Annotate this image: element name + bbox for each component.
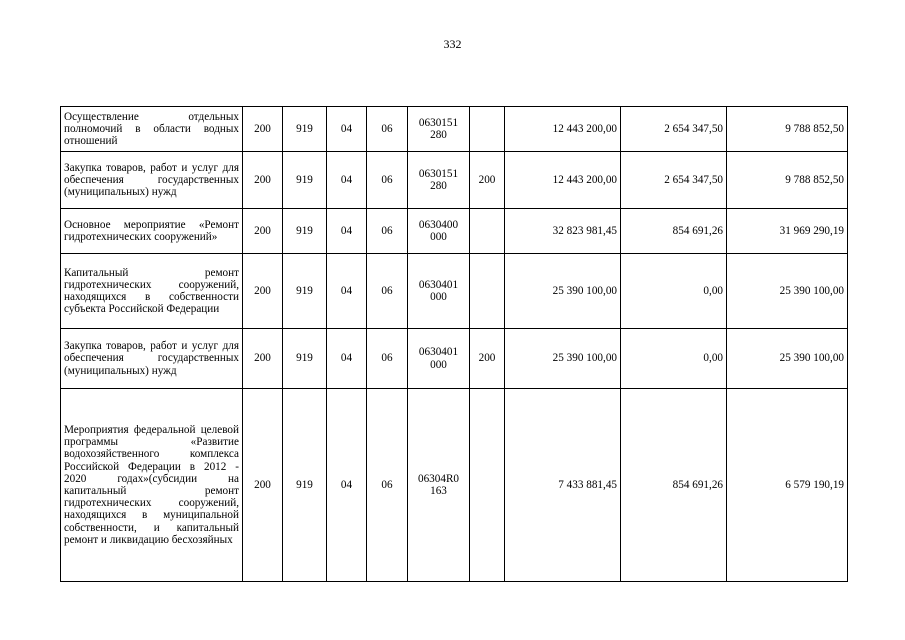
target-code-cell: 0630400 000	[408, 209, 470, 254]
code-cell: 200	[243, 209, 283, 254]
amount-cell: 32 823 981,45	[505, 209, 621, 254]
code-cell: 04	[327, 329, 367, 389]
code-cell: 919	[283, 209, 327, 254]
row-name-cell: Закупка товаров, работ и услуг для обеспечения государственных (муниципальных) нужд	[61, 152, 243, 209]
table-row	[61, 209, 848, 254]
code-cell: 06	[367, 329, 408, 389]
code-cell: 06	[367, 254, 408, 329]
target-code-cell: 0630401 000	[408, 254, 470, 329]
code-cell: 04	[327, 254, 367, 329]
code-cell: 06	[367, 107, 408, 152]
expense-type-cell	[470, 209, 505, 254]
amount-cell: 25 390 100,00	[505, 329, 621, 389]
table-row	[61, 254, 848, 329]
code-cell: 04	[327, 152, 367, 209]
code-cell: 200	[243, 152, 283, 209]
amount-cell: 9 788 852,50	[727, 152, 848, 209]
row-name-cell: Капитальный ремонт гидротехнических сооружений, находящихся в собственности субъекта Российской Федерации	[61, 254, 243, 329]
target-code-cell: 0630151 280	[408, 152, 470, 209]
amount-cell: 0,00	[621, 254, 727, 329]
code-cell: 06	[367, 389, 408, 582]
amount-cell: 9 788 852,50	[727, 107, 848, 152]
amount-cell: 0,00	[621, 329, 727, 389]
code-cell: 200	[243, 329, 283, 389]
row-name-cell: Основное мероприятие «Ремонт гидротехнических сооружений»	[61, 209, 243, 254]
table-row	[61, 152, 848, 209]
amount-cell: 31 969 290,19	[727, 209, 848, 254]
expense-type-cell: 200	[470, 152, 505, 209]
amount-cell: 12 443 200,00	[505, 152, 621, 209]
code-cell: 04	[327, 209, 367, 254]
target-code-cell: 0630151 280	[408, 107, 470, 152]
amount-cell: 7 433 881,45	[505, 389, 621, 582]
row-name-cell: Закупка товаров, работ и услуг для обеспечения государственных (муниципальных) нужд	[61, 329, 243, 389]
code-cell: 06	[367, 209, 408, 254]
code-cell: 200	[243, 389, 283, 582]
code-cell: 919	[283, 254, 327, 329]
table-row	[61, 107, 848, 152]
code-cell: 200	[243, 107, 283, 152]
amount-cell: 12 443 200,00	[505, 107, 621, 152]
code-cell: 200	[243, 254, 283, 329]
code-cell: 04	[327, 389, 367, 582]
table-row	[61, 329, 848, 389]
amount-cell: 25 390 100,00	[727, 254, 848, 329]
code-cell: 919	[283, 152, 327, 209]
amount-cell: 6 579 190,19	[727, 389, 848, 582]
table-row	[61, 389, 848, 582]
code-cell: 919	[283, 107, 327, 152]
expense-type-cell	[470, 107, 505, 152]
page-number: 332	[443, 37, 462, 51]
code-cell: 919	[283, 389, 327, 582]
code-cell: 04	[327, 107, 367, 152]
row-name-cell: Мероприятия федеральной целевой программы «Развитие водохозяйственного комплекса Российской Федерации в 2012 - 2020 годах»(субсидии на капитальный ремонт гидротехнических сооружений, находящихся в муниципальной собственности, и капитальный ремонт и ликвидацию бесхозяйных	[61, 389, 243, 582]
amount-cell: 854 691,26	[621, 389, 727, 582]
code-cell: 06	[367, 152, 408, 209]
budget-table	[60, 106, 848, 582]
amount-cell: 2 654 347,50	[621, 152, 727, 209]
expense-type-cell	[470, 389, 505, 582]
code-cell: 919	[283, 329, 327, 389]
expense-type-cell: 200	[470, 329, 505, 389]
amount-cell: 25 390 100,00	[505, 254, 621, 329]
target-code-cell: 0630401 000	[408, 329, 470, 389]
expense-type-cell	[470, 254, 505, 329]
amount-cell: 854 691,26	[621, 209, 727, 254]
target-code-cell: 06304R0 163	[408, 389, 470, 582]
row-name-cell: Осуществление отдельных полномочий в области водных отношений	[61, 107, 243, 152]
amount-cell: 2 654 347,50	[621, 107, 727, 152]
amount-cell: 25 390 100,00	[727, 329, 848, 389]
